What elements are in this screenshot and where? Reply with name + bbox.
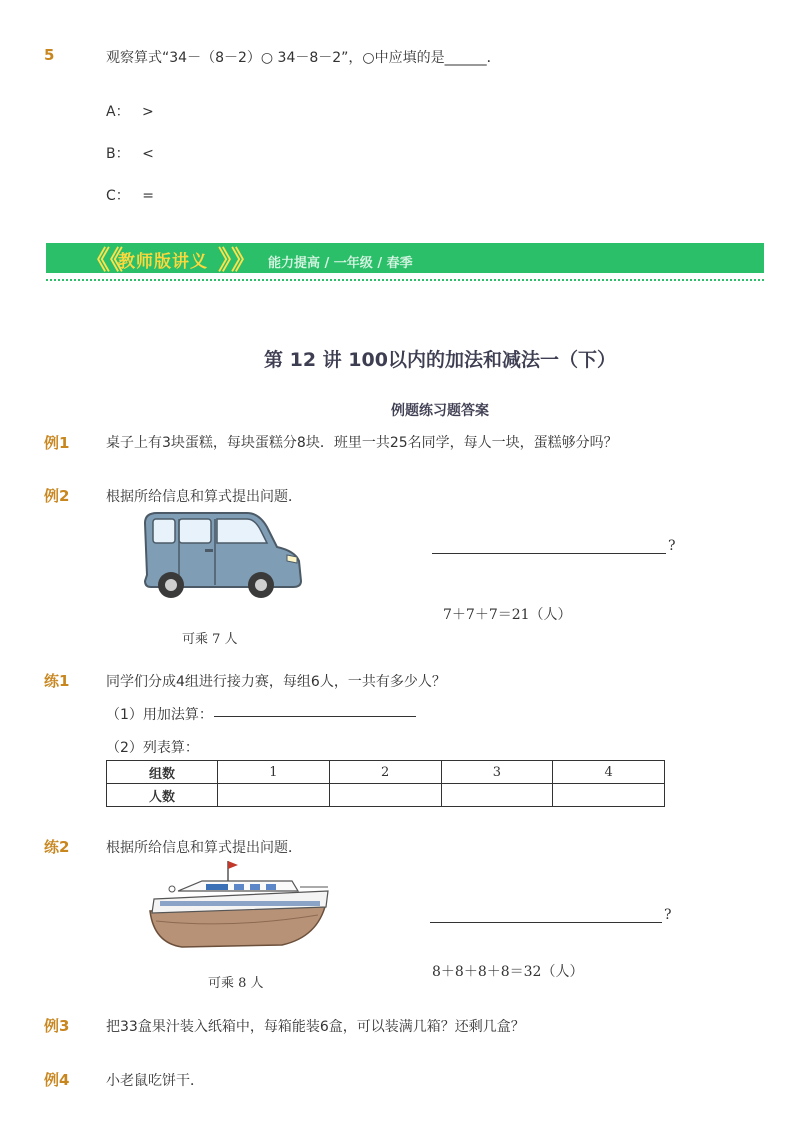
answer-blank[interactable]	[430, 922, 662, 923]
chevron-right-icon: 》》	[218, 246, 258, 276]
answer-blank[interactable]	[432, 553, 666, 554]
item-label: 练1	[44, 672, 70, 690]
table-row	[107, 761, 665, 784]
equation: 8＋8＋8＋8＝32（人）	[432, 964, 584, 980]
table-cell: 3	[441, 761, 553, 784]
chevron-left-icon: 《《	[84, 246, 124, 276]
car-illustration	[135, 505, 310, 605]
question-mark: ?	[664, 907, 672, 923]
item-text: 把33盒果汁装入纸箱中，每箱能装6盒，可以装满几箱？还剩几盒？	[106, 1019, 525, 1035]
table-input-cell[interactable]	[441, 784, 553, 807]
section-banner	[46, 243, 764, 276]
boat-caption: 可乘 8 人	[208, 976, 264, 991]
item-text: 桌子上有3块蛋糕，每块蛋糕分8块．班里一共25名同学，每人一块，蛋糕够分吗？	[106, 435, 618, 451]
option-value: =	[142, 188, 154, 204]
question-mark: ?	[668, 538, 676, 554]
item-text: 根据所给信息和算式提出问题．	[106, 489, 302, 505]
item-label: 例3	[44, 1017, 70, 1035]
item-label: 练2	[44, 838, 70, 856]
part-two-label: （2）列表算：	[106, 740, 199, 756]
item-label: 例4	[44, 1071, 70, 1089]
option-label: B：	[106, 146, 130, 162]
item-text: 小老鼠吃饼干．	[106, 1073, 204, 1089]
option-b[interactable]	[106, 143, 154, 163]
car-caption: 可乘 7 人	[182, 632, 238, 647]
option-a[interactable]	[106, 101, 154, 121]
banner-title: 教师版讲义	[118, 252, 208, 272]
item-text: 同学们分成4组进行接力赛，每组6人，一共有多少人？	[106, 674, 446, 690]
addition-answer-blank[interactable]	[214, 716, 416, 717]
item-label: 例1	[44, 434, 70, 452]
group-table	[106, 760, 665, 807]
table-cell: 4	[553, 761, 665, 784]
option-value: >	[142, 104, 154, 120]
question-number: 5	[44, 46, 55, 64]
boat-illustration	[142, 855, 332, 955]
dotted-divider	[46, 279, 764, 281]
table-header-cell: 组数	[107, 761, 218, 784]
table-header-cell: 人数	[107, 784, 218, 807]
option-label: A：	[106, 104, 130, 120]
option-value: <	[142, 146, 154, 162]
table-input-cell[interactable]	[218, 784, 330, 807]
part-one-label: （1）用加法算：	[106, 707, 213, 723]
table-cell: 1	[218, 761, 330, 784]
item-text: 根据所给信息和算式提出问题．	[106, 840, 302, 856]
table-input-cell[interactable]	[553, 784, 665, 807]
table-input-cell[interactable]	[329, 784, 441, 807]
option-label: C：	[106, 188, 130, 204]
section-title: 例题练习题答案	[391, 403, 489, 419]
table-cell: 2	[329, 761, 441, 784]
table-row	[107, 784, 665, 807]
question-text: 观察算式“34－（8－2）○ 34－8－2”，○中应填的是______．	[106, 50, 501, 66]
option-c[interactable]	[106, 185, 154, 205]
item-label: 例2	[44, 487, 70, 505]
banner-subtitle: 能力提高 / 一年级 / 春季	[268, 256, 413, 271]
lesson-title: 第 12 讲 100以内的加法和减法一（下）	[264, 349, 616, 371]
equation: 7＋7＋7＝21（人）	[443, 607, 572, 623]
